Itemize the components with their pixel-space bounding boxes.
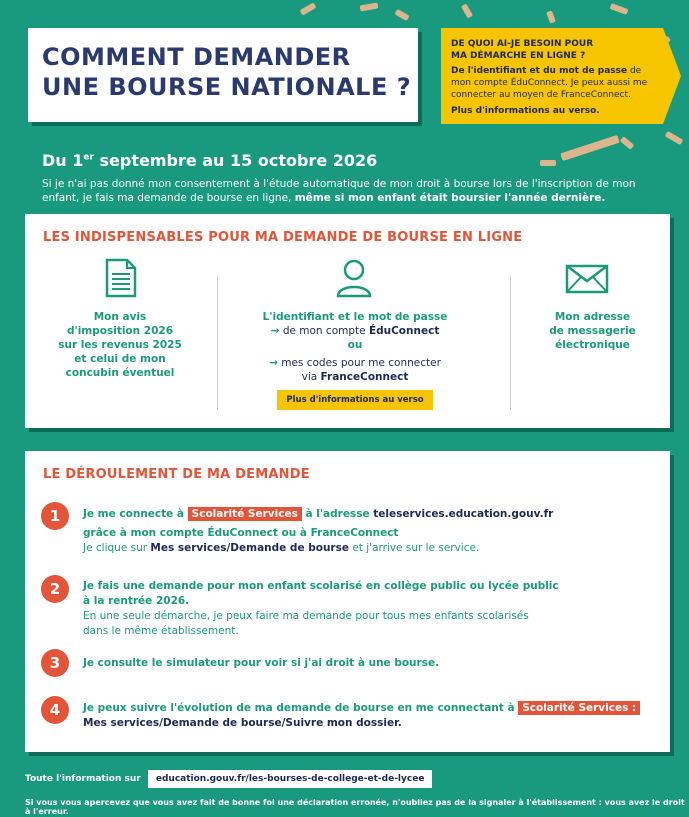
title-card bbox=[28, 28, 418, 122]
credentials-line: via bbox=[301, 371, 321, 383]
decoration bbox=[540, 160, 556, 166]
step-text: Je fais une demande pour mon enfant scolarisé en collège public ou lycée public bbox=[83, 580, 559, 592]
credentials-line: de mon compte bbox=[282, 325, 369, 337]
step-text: et j'arrive sur le service. bbox=[348, 542, 480, 554]
step-text: Je me connecte à bbox=[83, 508, 188, 520]
title-line-2: UNE BOURSE NATIONALE ? bbox=[42, 73, 412, 101]
decoration bbox=[610, 3, 629, 15]
intro-bold: même si mon enfant était boursier l'année dernière. bbox=[294, 192, 606, 204]
info-heading-1: DE QUOI AI-JE BESOIN POUR bbox=[451, 39, 594, 49]
step-number-1: 1 bbox=[41, 502, 69, 530]
decoration bbox=[665, 131, 684, 145]
step-text: à la rentrée 2026. bbox=[83, 595, 190, 607]
decoration bbox=[394, 9, 409, 21]
decoration bbox=[300, 2, 317, 15]
intro-body: Si je n'ai pas donné mon consentement à l'étude automatique de mon droit à bourse lors de l'inscription de mon enfant, je fais ma demande de bourse en ligne, bbox=[42, 178, 636, 204]
decoration bbox=[360, 2, 379, 11]
steps-heading: LE DÉROULEMENT DE MA DEMANDE bbox=[43, 467, 310, 482]
educonnect-label: ÉduConnect bbox=[368, 325, 440, 337]
more-info-badge: Plus d'informations au verso bbox=[277, 390, 432, 410]
step-4 bbox=[83, 701, 643, 731]
steps-card bbox=[25, 451, 670, 752]
step-text: En une seule démarche, je peux faire ma demande pour tous mes enfants scolarisés bbox=[83, 610, 529, 622]
decoration bbox=[461, 3, 473, 18]
date-prefix: Du 1 bbox=[42, 151, 84, 170]
requirement-email bbox=[525, 310, 660, 352]
scolarite-tag: Scolarité Services : bbox=[518, 701, 640, 715]
arrow-icon: → bbox=[270, 325, 280, 337]
menu-path: Mes services/Demande de bourse bbox=[150, 542, 349, 554]
or-label: ou bbox=[347, 339, 363, 351]
footer-url-link[interactable]: education.gouv.fr/les-bourses-de-college-et-de-lycee bbox=[148, 770, 433, 788]
requirements-card bbox=[25, 214, 670, 428]
scolarite-tag: Scolarité Services bbox=[188, 507, 302, 521]
requirement-tax-notice bbox=[45, 310, 195, 380]
date-sup: er bbox=[83, 152, 94, 163]
email-line: Mon adresse bbox=[554, 311, 631, 323]
step-text: à l'adresse bbox=[301, 508, 374, 520]
arrow-icon: → bbox=[269, 357, 278, 369]
requirement-credentials bbox=[230, 310, 480, 410]
step-text: grâce à mon compte ÉduConnect ou à FranceConnect bbox=[83, 527, 399, 539]
user-icon bbox=[335, 258, 373, 298]
requirements-heading: LES INDISPENSABLES POUR MA DEMANDE DE BOURSE EN LIGNE bbox=[43, 230, 523, 245]
envelope-icon bbox=[565, 264, 609, 294]
step-2 bbox=[83, 579, 643, 639]
footer-note: Si vous vous apercevez que vous avez fait de bonne foi une déclaration erronée, n'oubliez pas de la signaler à l'établissement : vous avez le droit à l'erreur. bbox=[25, 798, 685, 816]
date-rest: septembre au 15 octobre 2026 bbox=[93, 151, 378, 170]
divider bbox=[510, 276, 511, 410]
decoration bbox=[546, 10, 556, 23]
divider bbox=[217, 276, 218, 410]
footer-label: Toute l'information sur bbox=[25, 774, 141, 784]
footer-info bbox=[25, 770, 432, 788]
menu-path: Mes services/Demande de bourse/Suivre mon dossier. bbox=[83, 717, 402, 729]
email-line: de messagerie bbox=[549, 325, 636, 337]
document-icon bbox=[105, 258, 137, 298]
step-3 bbox=[83, 656, 643, 671]
date-title bbox=[42, 151, 377, 170]
step-text: Je clique sur bbox=[83, 542, 151, 554]
email-line: électronique bbox=[555, 339, 630, 351]
info-more: Plus d'informations au verso. bbox=[451, 106, 600, 116]
tax-line: concubin éventuel bbox=[65, 367, 175, 379]
credentials-line: mes codes pour me connecter bbox=[281, 357, 441, 369]
info-text: de mon compte ÉduConnect. Je peux aussi me connecter au moyen de FranceConnect. bbox=[451, 66, 648, 100]
step-number-4: 4 bbox=[41, 696, 69, 724]
tax-line: Mon avis bbox=[93, 311, 147, 323]
intro-text bbox=[42, 177, 662, 205]
teleservices-url: teleservices.education.gouv.fr bbox=[373, 508, 554, 520]
decoration bbox=[560, 135, 620, 161]
info-bold: De l'identifiant et du mot de passe bbox=[451, 66, 628, 76]
info-heading-2: MA DÉMARCHE EN LIGNE ? bbox=[451, 51, 586, 61]
tax-line: et celui de mon bbox=[74, 353, 166, 365]
info-box bbox=[441, 28, 681, 124]
step-number-2: 2 bbox=[41, 575, 69, 603]
step-1 bbox=[83, 507, 643, 556]
title-line-1: COMMENT DEMANDER bbox=[42, 43, 351, 71]
tax-line: d'imposition 2026 bbox=[66, 325, 174, 337]
step-text: Je peux suivre l'évolution de ma demande de bourse en me connectant à bbox=[83, 702, 519, 714]
decoration bbox=[620, 136, 635, 150]
tax-line: sur les revenus 2025 bbox=[58, 339, 182, 351]
credentials-title: L'identifiant et le mot de passe bbox=[262, 311, 448, 323]
step-text: dans le même établissement. bbox=[83, 625, 239, 637]
page-title bbox=[42, 42, 411, 102]
step-text: Je consulte le simulateur pour voir si j'ai droit à une bourse. bbox=[83, 657, 440, 669]
step-number-3: 3 bbox=[41, 649, 69, 677]
franceconnect-label: FranceConnect bbox=[320, 371, 409, 383]
